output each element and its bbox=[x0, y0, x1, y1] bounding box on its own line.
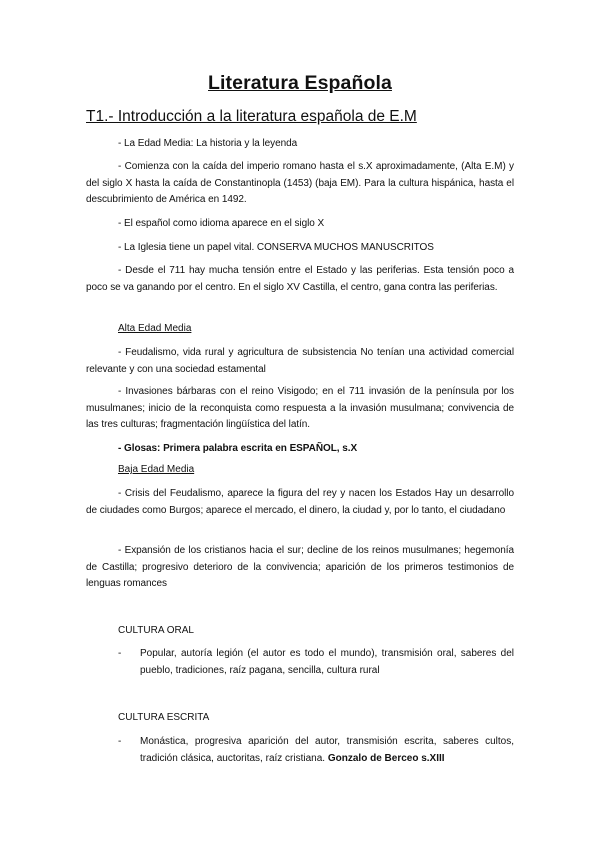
paragraph-tension: - Desde el 711 hay mucha tensión entre el Estado y las periferias. Esta tensión poco a poco se va ganando por el centro. En el siglo XV Castilla, el centro, gana contra las periferias. bbox=[86, 265, 514, 293]
heading-alta-edad-media: Alta Edad Media bbox=[118, 323, 192, 334]
paragraph-espanol-idioma: - El español como idioma aparece en el siglo X bbox=[118, 218, 325, 229]
paragraph-comienza: - Comienza con la caída del imperio romano hasta el s.X aproximadamente, (Alta E.M) y del siglo X hasta la caída de Constantinopla (1453) (baja EM). Para la cultura hispánica, hasta el descubrimiento de América en 1492. bbox=[86, 161, 514, 206]
author-name: Gonzalo de Berceo s.XIII bbox=[327, 752, 445, 764]
cultura-escrita-text: Monástica, progresiva aparición del autor, transmisión escrita, saberes cultos, tradición clásica, auctoritas, raíz cristiana. Gonzalo de Berceo s.XIII bbox=[140, 736, 514, 764]
bullet-dash: - bbox=[118, 736, 122, 747]
paragraph-expansion: - Expansión de los cristianos hacia el sur; decline de los reinos musulmanes; hegemonía de Castilla; progresivo deterioro de la convivencia; aparición de los primeros testimonios de lenguas romances bbox=[86, 545, 514, 590]
heading-baja-edad-media: Baja Edad Media bbox=[118, 464, 195, 475]
document-title: Literatura Española bbox=[208, 72, 392, 94]
paragraph-edad-media: - La Edad Media: La historia y la leyenda bbox=[118, 138, 298, 149]
paragraph-invasiones: - Invasiones bárbaras con el reino Visigodo; en el 711 invasión de la península por los musulmanes; inicio de la reconquista como respuesta a la invasión musulmana; convivencia de las tres culturas; fragmentación lingüística del latín. bbox=[86, 386, 514, 431]
cultura-oral-text: Popular, autoría legión (el autor es todo el mundo), transmisión oral, saberes del pueblo, tradiciones, raíz pagana, sencilla, cultura rural bbox=[140, 648, 514, 676]
heading-cultura-oral: CULTURA ORAL bbox=[118, 625, 194, 636]
bullet-dash: - bbox=[118, 648, 122, 659]
paragraph-feudalismo: - Feudalismo, vida rural y agricultura de subsistencia No tenían una actividad comercial relevante y con una sociedad estamental bbox=[86, 347, 514, 375]
paragraph-glosas: - Glosas: Primera palabra escrita en ESPAÑOL, s.X bbox=[118, 443, 358, 454]
heading-cultura-escrita: CULTURA ESCRITA bbox=[118, 712, 210, 723]
paragraph-crisis: - Crisis del Feudalismo, aparece la figura del rey y nacen los Estados Hay un desarrollo de ciudades como Burgos; aparece el mercado, el dinero, la ciudad y, por lo tanto, el ciudadano bbox=[86, 488, 514, 516]
paragraph-iglesia: - La Iglesia tiene un papel vital. CONSERVA MUCHOS MANUSCRITOS bbox=[118, 242, 434, 253]
section-title: T1.- Introducción a la literatura española de E.M bbox=[86, 108, 417, 125]
